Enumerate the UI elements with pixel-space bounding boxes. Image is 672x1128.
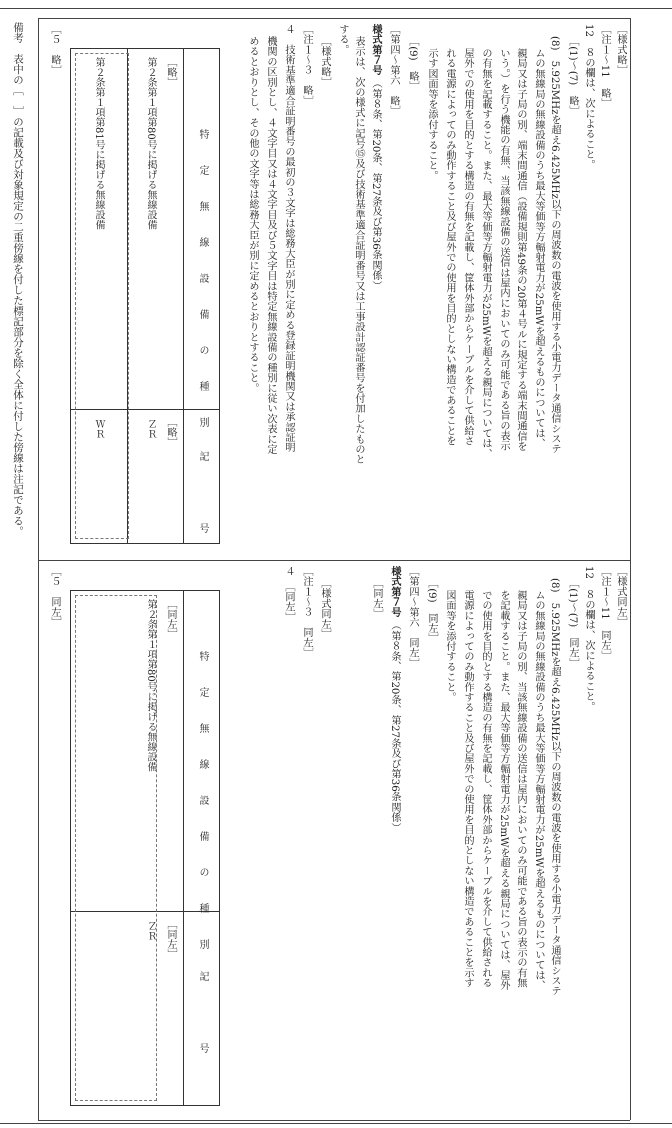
frame-bottom [38,1120,630,1121]
l-line-11: ［(9) 同左］ [426,578,437,644]
l-note4: ４ ［同左］ [283,566,294,623]
r-note4-c: めるとおりとし、その他の文字等は総務大臣が別に定めるとおりとすること。 [247,36,258,393]
r-line-0: ［様式略］ [615,24,626,75]
l-table-dashed-mark [75,595,157,1101]
r-form7-desc2: する。 [337,24,348,55]
r-line-9: 屋外での使用を目的とする構造の有無を記載し、筐体外部からケーブルを介して供給さ [462,48,473,446]
r-line-4: (8) 5.925MHzを超え6.425MHz以下の周波数の電波を使用する小電力データ通信システ [549,36,560,454]
r-notes-omitted: ［注１～３ 略］ [301,24,312,106]
right-frame [630,18,631,1120]
l-table-same-type: ［同左］ [165,599,176,639]
l-table-header-type: 特 定 無 線 設 備 の 種 別 [197,651,208,957]
l-form7-heading [386,566,402,833]
l-line-3: ［(1)～(7) 同左］ [567,578,578,669]
r-table-row-1-code: ＷＲ [93,419,104,439]
frame-top [38,18,630,19]
l-form7-ref: （第８条、第20条、第27条及び第36条関係） [389,620,400,833]
r-code-table [70,48,220,544]
l-line-2: 12 ８の欄は、次によること。 [583,566,594,712]
r-form7-ref: （第８条、第20条、第27条及び第36条関係） [370,78,381,291]
remarks-note: 備考 表中の［ ］の記載及び対象規定の二重傍線を付した標記部分を除く全体に付した傍線は注記である。 [12,22,24,537]
top-rule [0,8,672,9]
r-note5: ［５ 略］ [49,24,60,75]
column-divider [38,560,630,561]
l-line-5: ムの無線局の無線設備のうち最大等価等方輻射電力が25mWを超えるものについては、 [533,590,544,991]
r-table-row-1-type: 第２条第１項第81号に掲げる無線設備 [93,57,104,230]
r-line-13: ［第四～第六 略］ [388,24,399,116]
r-table-row-0-type: 第２条第１項第80号に掲げる無線設備 [145,57,156,230]
l-table-hdr-sep [183,591,184,1105]
l-line-8: での使用を目的とする構造の有無を記載し、筐体外部からケーブルを介して供給される [480,590,491,988]
l-line-4: (8) 5.925MHzを超え6.425MHz以下の周波数の電波を使用する小電力データ通信システ [549,578,560,996]
l-same: ［同左］ [371,578,382,619]
r-table-dashed-mark [75,53,129,539]
r-table-header-code: 記 号 [197,451,208,541]
l-notes-same: ［注１～３ 同左］ [301,566,312,658]
r-note4-a: ４ 技術基準適合証明番号の最初の３文字は総務大臣が別に定める登録証明機関又は承認証明 [283,24,294,453]
l-line-6: 親局又は子局の別、当該無線設備の送信は屋内においてのみ可能である旨の表示の有無 [515,590,526,988]
l-form-same: ［様式同左］ [319,578,330,640]
r-table-hdr-sep [183,49,184,543]
r-line-11: 示す図面等を添付すること。 [426,48,437,181]
l-table-row-0-code: ＺＲ [145,921,156,941]
r-line-10: れる電源によってのみ動作すること及び屋外での使用を目的としない構造であることを [444,48,455,446]
l-line-0: ［様式同左］ [615,566,626,628]
r-line-12: ［(9) 略］ [407,36,418,92]
r-table-row-0-code: ＺＲ [145,419,156,439]
left-frame [38,18,39,1120]
l-line-9: 電源によってのみ動作すること及び屋外での使用を目的としない構造であることを示す [462,590,473,988]
l-table-same-code: ［同左］ [165,919,176,959]
l-code-table [70,590,220,1106]
r-line-2: 12 ８の欄は、次によること。 [583,24,594,170]
r-line-3: ［(1)～(7) 略］ [567,36,578,116]
r-note4-b: 機関の区別とし、４文字目又は４文字目及び５文字目は特定無線設備の種別に従い次表に定 [265,36,276,455]
bottom-rule [0,1123,672,1124]
l-form7-title: 様式第７号 [389,566,400,617]
r-line-8: の有無を記載すること。また、最大等価等方輻射電力が25mWを超える親局については、 [480,48,491,459]
l-line-10: 図面等を添付すること。 [444,590,455,703]
r-line-6: 親局又は子局の別、端末間通信（設備規則第49条の20第４号ルに規定する端末間通信を [515,48,526,452]
r-line-7: いう。）を行う機能の有無、当該無線設備の送信は屋内においてのみ可能である旨の表示 [498,48,509,451]
l-line-1: ［注１～11 同左］ [599,566,610,661]
r-table-header-type: 特 定 無 線 設 備 の 種 別 [197,129,208,435]
l-table-header-code: 記 号 [197,971,208,1061]
r-line-1: ［注１～11 略］ [599,24,610,109]
r-form-omitted: ［様式略］ [319,36,330,87]
r-form7-desc: 表示は、次の様式に記号⑮及び技術基準適合証明番号又は工事設計認証番号を付加したものと [353,36,364,465]
r-table-omitted-type: ［略］ [165,57,176,87]
r-form7-heading [367,24,383,291]
r-table-omitted-code: ［略］ [165,417,176,447]
r-form7-title: 様式第７号 [370,24,381,75]
l-line-7: を記載すること。また、最大等価等方輻射電力が25mWを超える親局については、屋外 [498,590,509,991]
l-line-12: ［第四～第六 同左］ [407,566,418,668]
l-table-row-0-type: 第２条第１項第80号に掲げる無線設備 [145,599,156,772]
r-line-5: ムの無線局の無線設備のうち最大等価等方輻射電力が25mWを超えるものについては、 [533,48,544,449]
l-note5: ［５ 同左］ [49,566,60,628]
